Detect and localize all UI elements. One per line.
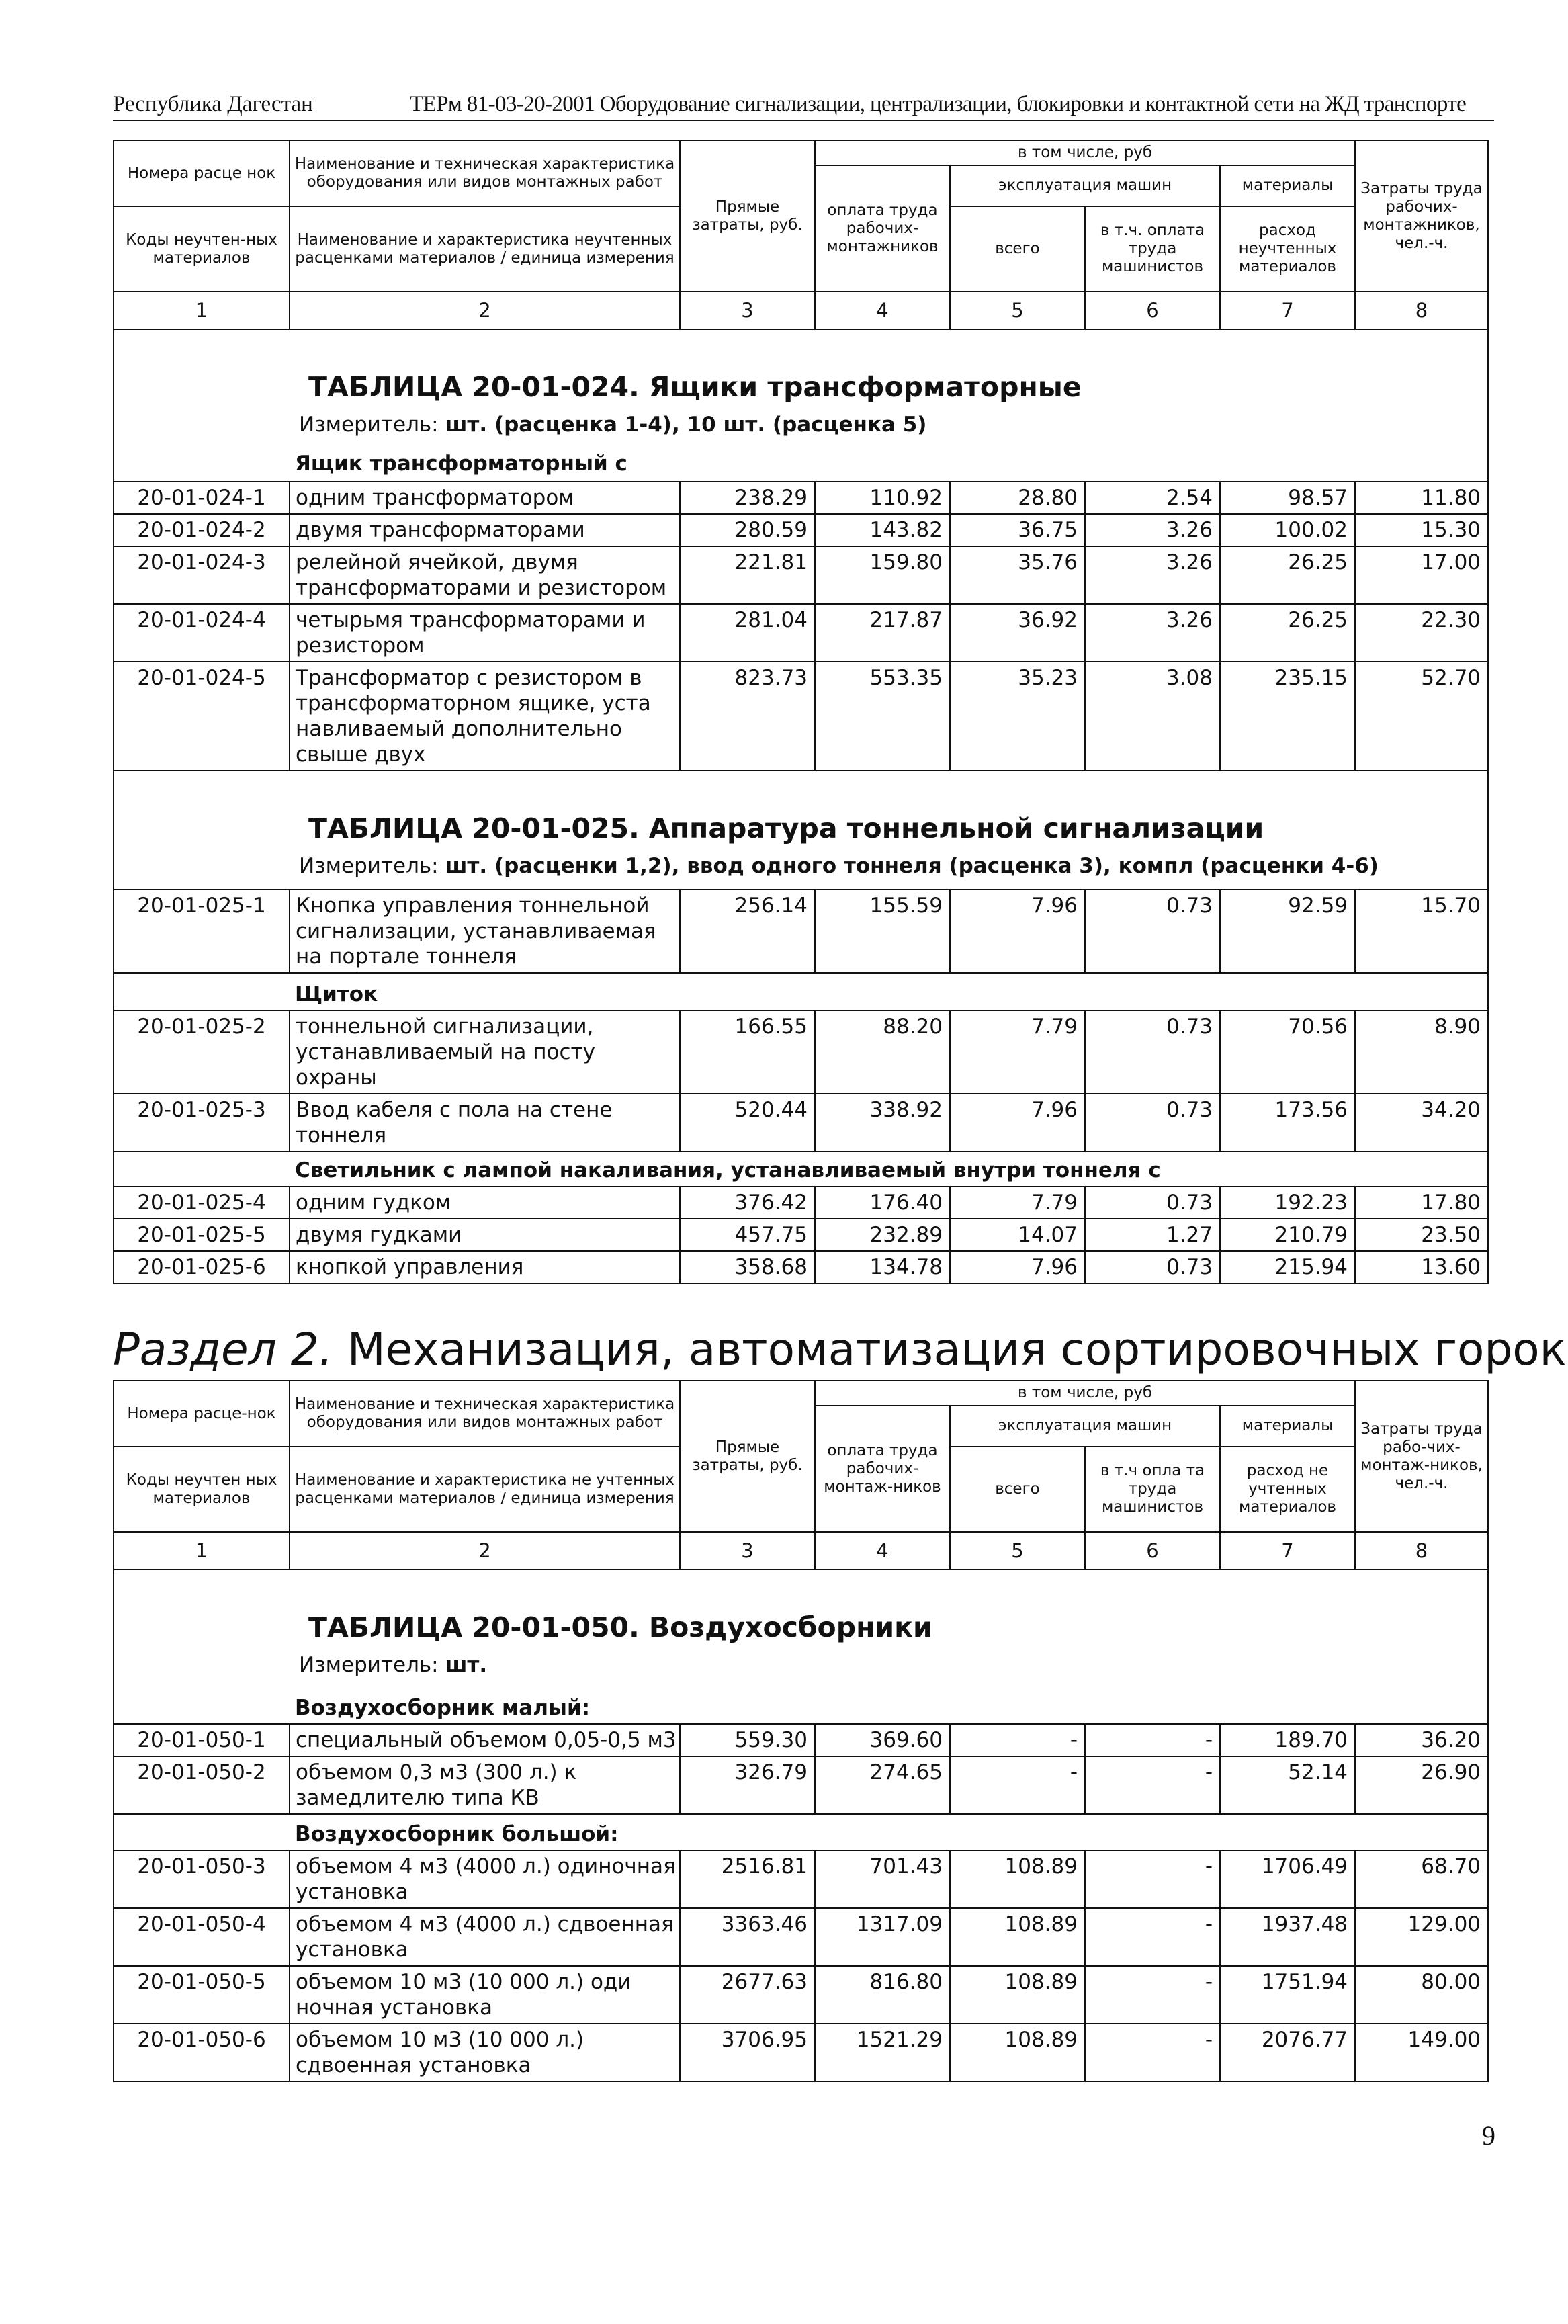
table-row bbox=[114, 890, 1488, 973]
col-head-codes: Номера расце нок bbox=[114, 140, 290, 206]
col-num-1: 1 bbox=[114, 292, 290, 329]
materials: 70.56 bbox=[1220, 1010, 1355, 1094]
materials: 189.70 bbox=[1220, 1724, 1355, 1756]
machines-total: 7.96 bbox=[950, 1251, 1085, 1283]
measure-label: Измеритель: bbox=[299, 854, 445, 878]
table-row bbox=[114, 1966, 1488, 2024]
col-head-unaccounted-name: Наименование и характеристика неучтенных расценками материалов / единица измерения bbox=[290, 206, 680, 292]
rate-description: специальный объемом 0,05-0,5 м3 bbox=[290, 1724, 680, 1756]
machines-total: 108.89 bbox=[950, 1850, 1085, 1908]
direct-cost: 238.29 bbox=[680, 482, 815, 514]
machines-total: 108.89 bbox=[950, 1908, 1085, 1966]
labor-hours: 13.60 bbox=[1355, 1251, 1488, 1283]
rate-code: 20-01-025-4 bbox=[114, 1187, 290, 1219]
rate-description: Ввод кабеля с пола на стене тоннеля bbox=[290, 1094, 680, 1152]
group-heading: Воздухосборник большой: bbox=[295, 1822, 619, 1846]
operator-wages: - bbox=[1085, 1908, 1220, 1966]
machines-total: 7.96 bbox=[950, 1094, 1085, 1152]
materials: 98.57 bbox=[1220, 482, 1355, 514]
operator-wages: 0.73 bbox=[1085, 1094, 1220, 1152]
labor-hours: 15.30 bbox=[1355, 514, 1488, 546]
materials: 1937.48 bbox=[1220, 1908, 1355, 1966]
direct-cost: 256.14 bbox=[680, 890, 815, 973]
col-head-unaccounted-codes: Коды неучтен-ных материалов bbox=[114, 206, 290, 292]
table-row bbox=[114, 1094, 1488, 1152]
col-head-direct: Прямые затраты, руб. bbox=[680, 1381, 815, 1532]
materials: 192.23 bbox=[1220, 1187, 1355, 1219]
direct-cost: 3706.95 bbox=[680, 2024, 815, 2081]
wages: 143.82 bbox=[815, 514, 950, 546]
labor-hours: 17.00 bbox=[1355, 546, 1488, 604]
direct-cost: 457.75 bbox=[680, 1219, 815, 1251]
document-title: ТЕРм 81-03-20-2001 Оборудование сигнализации, централизации, блокировки и контактной сети на ЖД транспорте bbox=[410, 92, 1467, 116]
machines-total: 35.23 bbox=[950, 662, 1085, 771]
table-row bbox=[114, 546, 1488, 604]
rate-description: объемом 0,3 м3 (300 л.) к замедлителю типа КВ bbox=[290, 1756, 680, 1814]
section-label: Раздел 2. bbox=[113, 1324, 333, 1375]
rate-description: одним трансформатором bbox=[290, 482, 680, 514]
direct-cost: 221.81 bbox=[680, 546, 815, 604]
wages: 553.35 bbox=[815, 662, 950, 771]
rates-table-024-025 bbox=[113, 330, 1489, 1284]
table-row bbox=[114, 1908, 1488, 1966]
section-heading bbox=[113, 1324, 1567, 1375]
rate-code: 20-01-050-3 bbox=[114, 1850, 290, 1908]
measure-024 bbox=[295, 412, 1352, 437]
table-row bbox=[114, 1756, 1488, 1814]
page-number: 9 bbox=[1482, 2120, 1495, 2151]
col-head-unaccounted-codes: Коды неучтен ных материалов bbox=[114, 1447, 290, 1532]
section-title: Механизация, автоматизация сортировочных горок bbox=[333, 1324, 1567, 1375]
col-head-materials: материалы bbox=[1220, 165, 1355, 206]
labor-hours: 68.70 bbox=[1355, 1850, 1488, 1908]
col-head-machines: эксплуатация машин bbox=[950, 1406, 1220, 1447]
direct-cost: 376.42 bbox=[680, 1187, 815, 1219]
materials: 2076.77 bbox=[1220, 2024, 1355, 2081]
rate-code: 20-01-024-3 bbox=[114, 546, 290, 604]
direct-cost: 326.79 bbox=[680, 1756, 815, 1814]
col-head-including: в том числе, руб bbox=[815, 1381, 1355, 1406]
rate-code: 20-01-024-5 bbox=[114, 662, 290, 771]
labor-hours: 80.00 bbox=[1355, 1966, 1488, 2024]
col-num-3: 3 bbox=[680, 292, 815, 329]
direct-cost: 166.55 bbox=[680, 1010, 815, 1094]
col-head-direct: Прямые затраты, руб. bbox=[680, 140, 815, 292]
direct-cost: 823.73 bbox=[680, 662, 815, 771]
col-head-machines: эксплуатация машин bbox=[950, 165, 1220, 206]
direct-cost: 281.04 bbox=[680, 604, 815, 662]
col-head-labor: Затраты труда рабочих-монтажников, чел.-ч. bbox=[1355, 140, 1488, 292]
col-head-name: Наименование и техническая характеристика оборудования или видов монтажных работ bbox=[290, 140, 680, 206]
wages: 1521.29 bbox=[815, 2024, 950, 2081]
rate-code: 20-01-024-4 bbox=[114, 604, 290, 662]
operator-wages: 2.54 bbox=[1085, 482, 1220, 514]
table-row bbox=[114, 1724, 1488, 1756]
rate-description: одним гудком bbox=[290, 1187, 680, 1219]
machines-total: 35.76 bbox=[950, 546, 1085, 604]
wages: 274.65 bbox=[815, 1756, 950, 1814]
rate-code: 20-01-050-5 bbox=[114, 1966, 290, 2024]
col-num-5: 5 bbox=[950, 1532, 1085, 1569]
labor-hours: 34.20 bbox=[1355, 1094, 1488, 1152]
table-row bbox=[114, 1850, 1488, 1908]
col-num-8: 8 bbox=[1355, 292, 1488, 329]
labor-hours: 129.00 bbox=[1355, 1908, 1488, 1966]
machines-total: 7.79 bbox=[950, 1187, 1085, 1219]
rate-code: 20-01-024-2 bbox=[114, 514, 290, 546]
labor-hours: 17.80 bbox=[1355, 1187, 1488, 1219]
rate-description: кнопкой управления bbox=[290, 1251, 680, 1283]
materials: 26.25 bbox=[1220, 546, 1355, 604]
machines-total: 108.89 bbox=[950, 1966, 1085, 2024]
col-num-2: 2 bbox=[290, 1532, 680, 1569]
wages: 369.60 bbox=[815, 1724, 950, 1756]
operator-wages: - bbox=[1085, 1966, 1220, 2024]
direct-cost: 520.44 bbox=[680, 1094, 815, 1152]
materials: 1751.94 bbox=[1220, 1966, 1355, 2024]
rate-description: Трансформатор с резистором в трансформаторном ящике, уста навливаемый дополнительно свыше двух bbox=[290, 662, 680, 771]
measure-050 bbox=[295, 1652, 1352, 1678]
operator-wages: 0.73 bbox=[1085, 1010, 1220, 1094]
table-row bbox=[114, 1219, 1488, 1251]
col-head-total: всего bbox=[950, 206, 1085, 292]
rate-code: 20-01-050-6 bbox=[114, 2024, 290, 2081]
materials: 92.59 bbox=[1220, 890, 1355, 973]
machines-total: 36.92 bbox=[950, 604, 1085, 662]
wages: 159.80 bbox=[815, 546, 950, 604]
rate-description: объемом 10 м3 (10 000 л.) сдвоенная установка bbox=[290, 2024, 680, 2081]
machines-total: - bbox=[950, 1756, 1085, 1814]
rate-description: релейной ячейкой, двумя трансформаторами и резистором bbox=[290, 546, 680, 604]
machines-total: 7.79 bbox=[950, 1010, 1085, 1094]
table-row bbox=[114, 1251, 1488, 1283]
operator-wages: - bbox=[1085, 1724, 1220, 1756]
materials: 235.15 bbox=[1220, 662, 1355, 771]
rate-code: 20-01-050-2 bbox=[114, 1756, 290, 1814]
table-title-050: ТАБЛИЦА 20-01-050. Воздухосборники bbox=[308, 1611, 932, 1643]
table-title-025: ТАБЛИЦА 20-01-025. Аппаратура тоннельной сигнализации bbox=[308, 812, 1264, 845]
operator-wages: 3.26 bbox=[1085, 546, 1220, 604]
col-num-5: 5 bbox=[950, 292, 1085, 329]
measure-value: шт. (расценка 1-4), 10 шт. (расценка 5) bbox=[445, 413, 927, 437]
group-heading: Щиток bbox=[295, 982, 378, 1006]
labor-hours: 15.70 bbox=[1355, 890, 1488, 973]
labor-hours: 11.80 bbox=[1355, 482, 1488, 514]
labor-hours: 149.00 bbox=[1355, 2024, 1488, 2081]
region-label: Республика Дагестан bbox=[113, 92, 313, 116]
rate-description: объемом 10 м3 (10 000 л.) оди ночная установка bbox=[290, 1966, 680, 2024]
measure-025 bbox=[295, 853, 1379, 879]
machines-total: 7.96 bbox=[950, 890, 1085, 973]
direct-cost: 358.68 bbox=[680, 1251, 815, 1283]
rate-description: объемом 4 м3 (4000 л.) одиночная установка bbox=[290, 1850, 680, 1908]
labor-hours: 36.20 bbox=[1355, 1724, 1488, 1756]
labor-hours: 8.90 bbox=[1355, 1010, 1488, 1094]
column-header-table-2 bbox=[113, 1380, 1489, 1570]
col-num-6: 6 bbox=[1085, 292, 1220, 329]
wages: 155.59 bbox=[815, 890, 950, 973]
wages: 816.80 bbox=[815, 1966, 950, 2024]
operator-wages: 3.26 bbox=[1085, 604, 1220, 662]
measure-label: Измеритель: bbox=[299, 1653, 445, 1677]
wages: 88.20 bbox=[815, 1010, 950, 1094]
machines-total: - bbox=[950, 1724, 1085, 1756]
col-num-3: 3 bbox=[680, 1532, 815, 1569]
labor-hours: 22.30 bbox=[1355, 604, 1488, 662]
group-heading: Ящик трансформаторный с bbox=[295, 451, 627, 476]
wages: 110.92 bbox=[815, 482, 950, 514]
rate-code: 20-01-025-3 bbox=[114, 1094, 290, 1152]
table-row bbox=[114, 604, 1488, 662]
operator-wages: 3.26 bbox=[1085, 514, 1220, 546]
materials: 215.94 bbox=[1220, 1251, 1355, 1283]
col-num-1: 1 bbox=[114, 1532, 290, 1569]
col-num-8: 8 bbox=[1355, 1532, 1488, 1569]
rate-description: тоннельной сигнализации, устанавливаемый на посту охраны bbox=[290, 1010, 680, 1094]
col-head-operator-wages: в т.ч опла та труда машинистов bbox=[1085, 1447, 1220, 1532]
col-head-material-use: расход неучтенных материалов bbox=[1220, 206, 1355, 292]
machines-total: 14.07 bbox=[950, 1219, 1085, 1251]
measure-label: Измеритель: bbox=[299, 413, 445, 437]
wages: 217.87 bbox=[815, 604, 950, 662]
operator-wages: - bbox=[1085, 1850, 1220, 1908]
direct-cost: 3363.46 bbox=[680, 1908, 815, 1966]
rate-code: 20-01-024-1 bbox=[114, 482, 290, 514]
col-head-wages: оплата труда рабочих-монтаж-ников bbox=[815, 1406, 950, 1532]
col-head-material-use: расход не учтенных материалов bbox=[1220, 1447, 1355, 1532]
rate-description: двумя гудками bbox=[290, 1219, 680, 1251]
measure-value: шт. bbox=[445, 1653, 488, 1677]
materials: 26.25 bbox=[1220, 604, 1355, 662]
operator-wages: - bbox=[1085, 1756, 1220, 1814]
col-head-name: Наименование и техническая характеристика оборудования или видов монтажных работ bbox=[290, 1381, 680, 1447]
operator-wages: 1.27 bbox=[1085, 1219, 1220, 1251]
col-num-4: 4 bbox=[815, 1532, 950, 1569]
col-num-7: 7 bbox=[1220, 292, 1355, 329]
wages: 134.78 bbox=[815, 1251, 950, 1283]
rate-description: объемом 4 м3 (4000 л.) сдвоенная установка bbox=[290, 1908, 680, 1966]
materials: 210.79 bbox=[1220, 1219, 1355, 1251]
machines-total: 108.89 bbox=[950, 2024, 1085, 2081]
wages: 232.89 bbox=[815, 1219, 950, 1251]
operator-wages: 0.73 bbox=[1085, 1251, 1220, 1283]
labor-hours: 23.50 bbox=[1355, 1219, 1488, 1251]
table-row bbox=[114, 514, 1488, 546]
col-head-materials: материалы bbox=[1220, 1406, 1355, 1447]
col-head-operator-wages: в т.ч. оплата труда машинистов bbox=[1085, 206, 1220, 292]
rates-table-050 bbox=[113, 1570, 1489, 2082]
table-row bbox=[114, 2024, 1488, 2081]
measure-value: шт. (расценки 1,2), ввод одного тоннеля (расценка 3), компл (расценки 4-6) bbox=[445, 854, 1379, 878]
wages: 338.92 bbox=[815, 1094, 950, 1152]
rate-description: четырьмя трансформаторами и резистором bbox=[290, 604, 680, 662]
running-header bbox=[113, 86, 1494, 121]
operator-wages: 3.08 bbox=[1085, 662, 1220, 771]
operator-wages: 0.73 bbox=[1085, 1187, 1220, 1219]
group-heading: Воздухосборник малый: bbox=[295, 1696, 591, 1720]
table-row bbox=[114, 662, 1488, 771]
table-row bbox=[114, 1187, 1488, 1219]
col-head-wages: оплата труда рабочих-монтажников bbox=[815, 165, 950, 292]
operator-wages: 0.73 bbox=[1085, 890, 1220, 973]
col-head-including: в том числе, руб bbox=[815, 140, 1355, 165]
direct-cost: 559.30 bbox=[680, 1724, 815, 1756]
operator-wages: - bbox=[1085, 2024, 1220, 2081]
materials: 173.56 bbox=[1220, 1094, 1355, 1152]
direct-cost: 2516.81 bbox=[680, 1850, 815, 1908]
materials: 1706.49 bbox=[1220, 1850, 1355, 1908]
col-num-2: 2 bbox=[290, 292, 680, 329]
machines-total: 28.80 bbox=[950, 482, 1085, 514]
rate-code: 20-01-050-1 bbox=[114, 1724, 290, 1756]
table-row bbox=[114, 482, 1488, 514]
rate-code: 20-01-025-6 bbox=[114, 1251, 290, 1283]
machines-total: 36.75 bbox=[950, 514, 1085, 546]
table-row bbox=[114, 1010, 1488, 1094]
col-head-total: всего bbox=[950, 1447, 1085, 1532]
rate-code: 20-01-025-5 bbox=[114, 1219, 290, 1251]
wages: 701.43 bbox=[815, 1850, 950, 1908]
col-num-7: 7 bbox=[1220, 1532, 1355, 1569]
col-head-unaccounted-name: Наименование и характеристика не учтенных расценками материалов / единица измерения bbox=[290, 1447, 680, 1532]
column-header-table bbox=[113, 140, 1489, 330]
wages: 176.40 bbox=[815, 1187, 950, 1219]
rate-code: 20-01-025-1 bbox=[114, 890, 290, 973]
rate-description: Кнопка управления тоннельной сигнализации, устанавливаемая на портале тоннеля bbox=[290, 890, 680, 973]
direct-cost: 280.59 bbox=[680, 514, 815, 546]
rate-code: 20-01-025-2 bbox=[114, 1010, 290, 1094]
rate-code: 20-01-050-4 bbox=[114, 1908, 290, 1966]
col-head-codes: Номера расце-нок bbox=[114, 1381, 290, 1447]
direct-cost: 2677.63 bbox=[680, 1966, 815, 2024]
labor-hours: 26.90 bbox=[1355, 1756, 1488, 1814]
group-heading: Светильник с лампой накаливания, устанавливаемый внутри тоннеля с bbox=[295, 1158, 1161, 1182]
materials: 52.14 bbox=[1220, 1756, 1355, 1814]
labor-hours: 52.70 bbox=[1355, 662, 1488, 771]
col-num-4: 4 bbox=[815, 292, 950, 329]
col-head-labor: Затраты труда рабо-чих-монтаж-ников, чел.-ч. bbox=[1355, 1381, 1488, 1532]
rate-description: двумя трансформаторами bbox=[290, 514, 680, 546]
table-title-024: ТАБЛИЦА 20-01-024. Ящики трансформаторные bbox=[308, 371, 1082, 403]
materials: 100.02 bbox=[1220, 514, 1355, 546]
wages: 1317.09 bbox=[815, 1908, 950, 1966]
col-num-6: 6 bbox=[1085, 1532, 1220, 1569]
